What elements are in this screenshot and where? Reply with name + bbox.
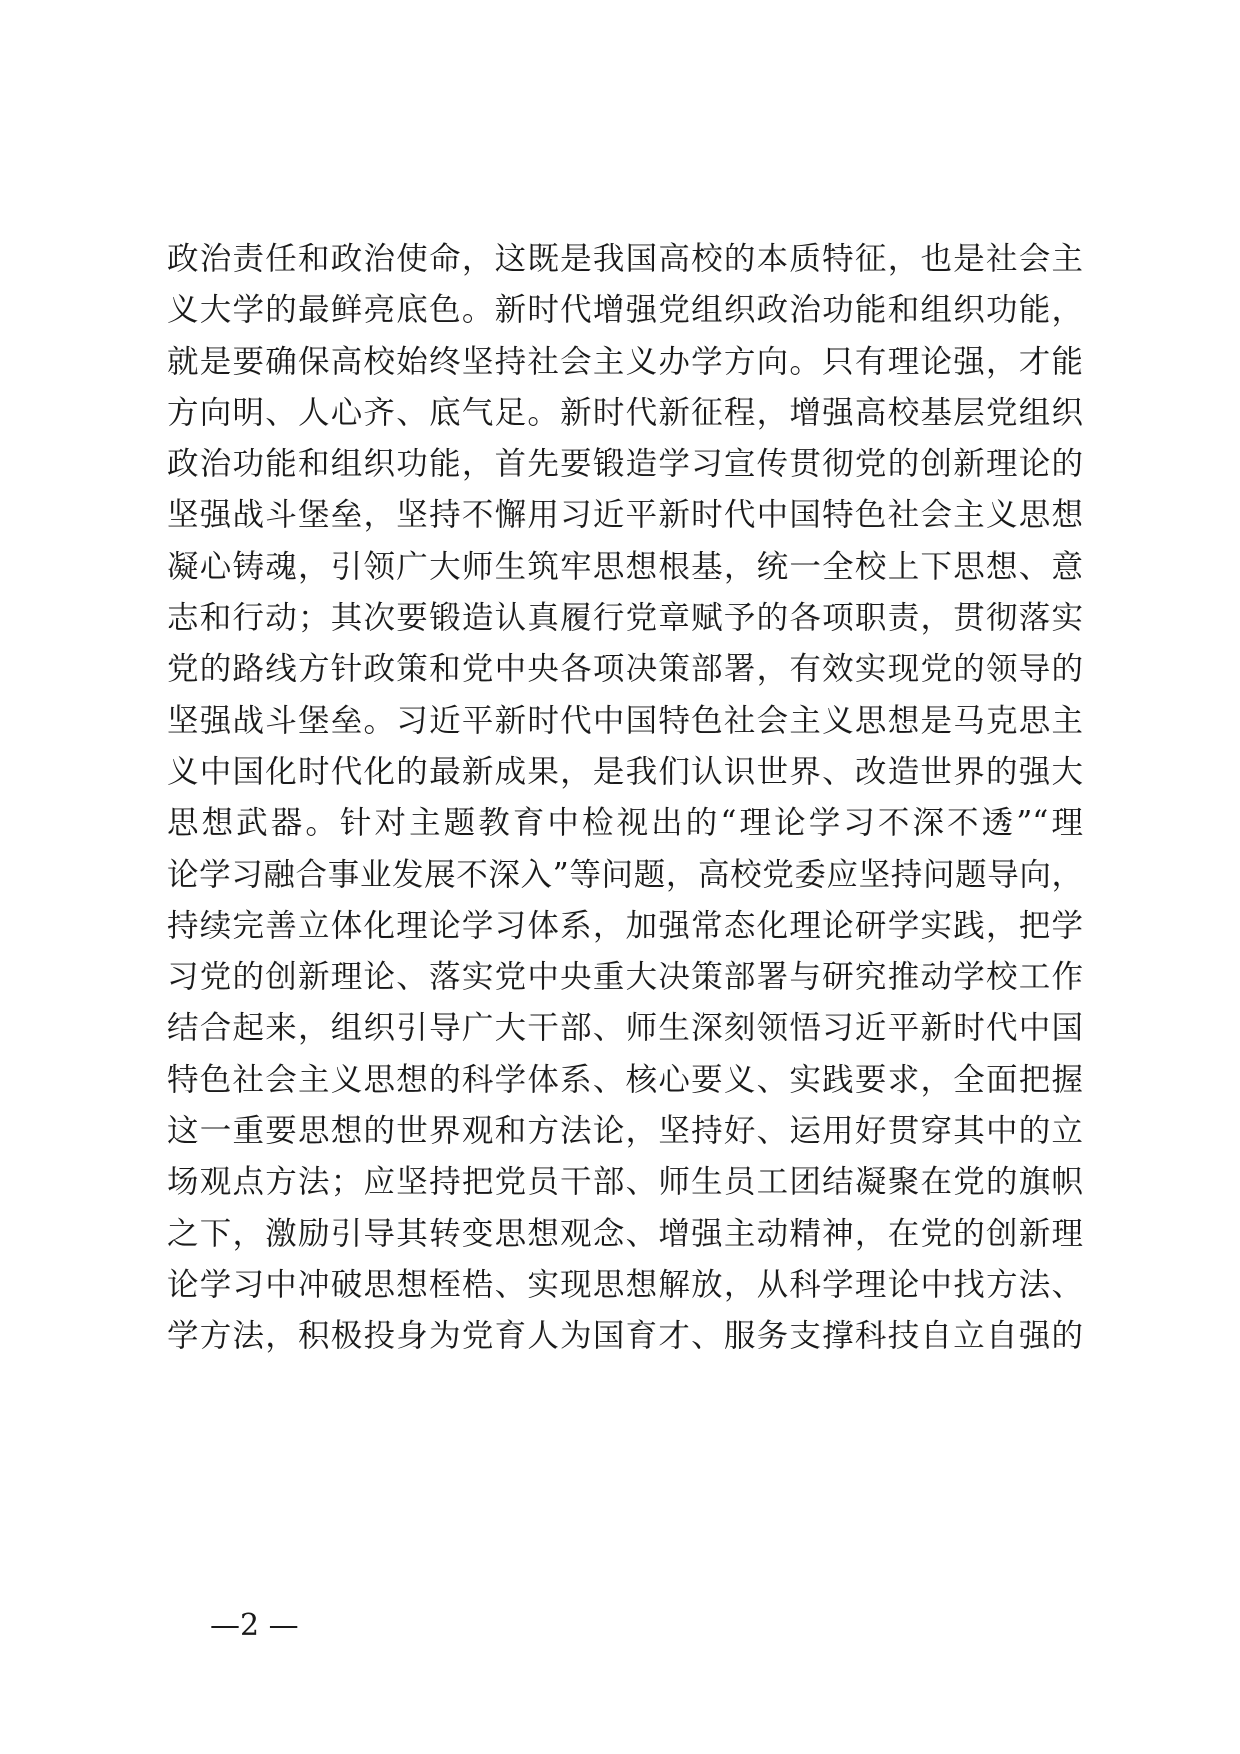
text-line-7: 凝心铸魂，引领广大师生筑牢思想根基，统一全校上下思想、意 bbox=[167, 548, 1083, 585]
text-line-4: 方向明、人心齐、底气足。新时代新征程，增强高校基层党组织 bbox=[167, 394, 1083, 431]
body-text bbox=[167, 234, 1083, 1363]
text-line-12: 思想武器。针对主题教育中检视出的“理论学习不深不透”“理 bbox=[167, 805, 1083, 842]
text-line-20: 之下，激励引导其转变思想观念、增强主动精神，在党的创新理 bbox=[167, 1215, 1083, 1252]
page-number: —2 — bbox=[210, 1608, 299, 1643]
text-line-22: 学方法，积极投身为党育人为国育才、服务支撑科技自立自强的 bbox=[167, 1318, 1083, 1355]
text-line-8: 志和行动；其次要锻造认真履行党章赋予的各项职责，贯彻落实 bbox=[167, 600, 1083, 637]
text-line-6: 坚强战斗堡垒，坚持不懈用习近平新时代中国特色社会主义思想 bbox=[167, 497, 1083, 534]
text-line-14: 持续完善立体化理论学习体系，加强常态化理论研学实践，把学 bbox=[167, 907, 1083, 944]
text-line-5: 政治功能和组织功能，首先要锻造学习宣传贯彻党的创新理论的 bbox=[167, 446, 1083, 483]
text-line-1: 政治责任和政治使命，这既是我国高校的本质特征，也是社会主 bbox=[167, 241, 1083, 277]
text-line-21: 论学习中冲破思想桎梏、实现思想解放，从科学理论中找方法、 bbox=[167, 1266, 1083, 1303]
text-line-18: 这一重要思想的世界观和方法论，坚持好、运用好贯穿其中的立 bbox=[167, 1113, 1083, 1150]
text-line-16: 结合起来，组织引导广大干部、师生深刻领悟习近平新时代中国 bbox=[167, 1010, 1083, 1047]
text-line-15: 习党的创新理论、落实党中央重大决策部署与研究推动学校工作 bbox=[167, 959, 1083, 996]
text-line-13: 论学习融合事业发展不深入”等问题，高校党委应坚持问题导向， bbox=[167, 856, 1083, 893]
text-line-9: 党的路线方针政策和党中央各项决策部署，有效实现党的领导的 bbox=[167, 651, 1083, 688]
text-line-2: 义大学的最鲜亮底色。新时代增强党组织政治功能和组织功能， bbox=[167, 292, 1083, 329]
text-line-10: 坚强战斗堡垒。习近平新时代中国特色社会主义思想是马克思主 bbox=[167, 702, 1083, 739]
text-line-19: 场观点方法；应坚持把党员干部、师生员工团结凝聚在党的旗帜 bbox=[167, 1164, 1083, 1201]
text-line-17: 特色社会主义思想的科学体系、核心要义、实践要求，全面把握 bbox=[167, 1061, 1083, 1098]
text-line-3: 就是要确保高校始终坚持社会主义办学方向。只有理论强，才能 bbox=[167, 343, 1083, 380]
text-line-11: 义中国化时代化的最新成果，是我们认识世界、改造世界的强大 bbox=[167, 753, 1083, 790]
